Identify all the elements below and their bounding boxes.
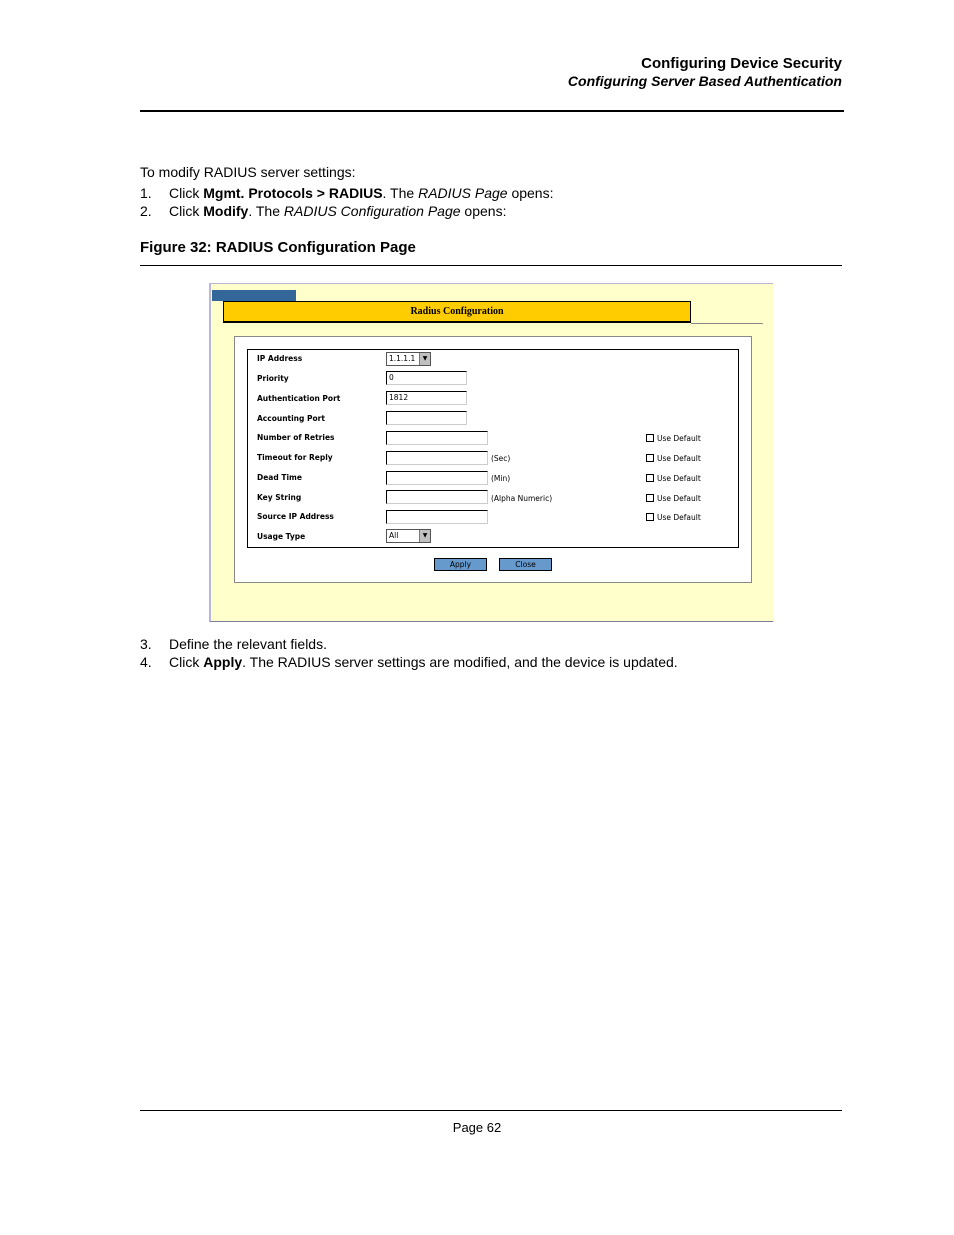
tab-strip [212,290,296,301]
step-2 [140,203,740,221]
usage-type-label: Usage Type [257,532,306,541]
timeout-default-checkbox[interactable] [646,454,654,462]
timeout-label: Timeout for Reply [257,453,333,462]
use-default-label: Use Default [657,454,701,463]
step-4 [140,654,780,672]
chevron-down-icon: ▼ [419,530,430,542]
apply-button[interactable]: Apply [434,558,487,571]
step-number: 4. [140,654,152,670]
auth-port-label: Authentication Port [257,394,341,403]
dead-time-default-checkbox[interactable] [646,474,654,482]
close-button[interactable]: Close [499,558,552,571]
step-3 [140,636,740,654]
step-text: Click Mgmt. Protocols > RADIUS. The RADIUS Page opens: [169,185,554,201]
retries-input[interactable] [386,431,488,445]
title-divider [691,323,763,324]
use-default-label: Use Default [657,434,701,443]
step-1 [140,185,740,203]
dead-time-label: Dead Time [257,473,302,482]
usage-type-select[interactable]: All ▼ [386,529,431,543]
timeout-unit: (Sec) [491,454,511,463]
step-number: 1. [140,185,152,201]
key-string-input[interactable] [386,490,488,504]
header-rule [140,110,844,112]
retries-default-checkbox[interactable] [646,434,654,442]
step-text: Click Apply. The RADIUS server settings are modified, and the device is updated. [169,654,678,670]
source-ip-label: Source IP Address [257,512,334,521]
step-text: Click Modify. The RADIUS Configuration Page opens: [169,203,507,219]
key-string-default-checkbox[interactable] [646,494,654,502]
key-string-hint: (Alpha Numeric) [491,494,553,503]
ip-address-select[interactable]: 1.1.1.1 ▼ [386,352,431,366]
step-number: 3. [140,636,152,652]
dead-time-input[interactable] [386,471,488,485]
figure-rule [140,265,842,266]
use-default-label: Use Default [657,494,701,503]
page-number: Page 62 [452,1120,502,1135]
source-ip-default-checkbox[interactable] [646,513,654,521]
intro-text: To modify RADIUS server settings: [140,164,356,180]
step-number: 2. [140,203,152,219]
screen-title: Radius Configuration [223,301,691,323]
acct-port-label: Accounting Port [257,414,325,423]
form-panel [234,336,752,583]
ip-address-label: IP Address [257,354,303,363]
use-default-label: Use Default [657,513,701,522]
acct-port-input[interactable] [386,411,467,425]
retries-label: Number of Retries [257,433,335,442]
priority-input[interactable]: 0 [386,371,467,385]
chevron-down-icon: ▼ [419,353,430,365]
radius-config-screenshot [209,283,773,622]
header-title: Configuring Device Security [641,55,842,72]
header-subtitle: Configuring Server Based Authentication [567,73,842,89]
key-string-label: Key String [257,493,302,502]
timeout-input[interactable] [386,451,488,465]
use-default-label: Use Default [657,474,701,483]
dead-time-unit: (Min) [491,474,511,483]
step-text: Define the relevant fields. [169,636,327,652]
auth-port-input[interactable]: 1812 [386,391,467,405]
priority-label: Priority [257,374,289,383]
footer-rule [140,1110,842,1111]
source-ip-input[interactable] [386,510,488,524]
figure-caption: Figure 32: RADIUS Configuration Page [140,239,416,256]
form-fields [247,349,739,548]
